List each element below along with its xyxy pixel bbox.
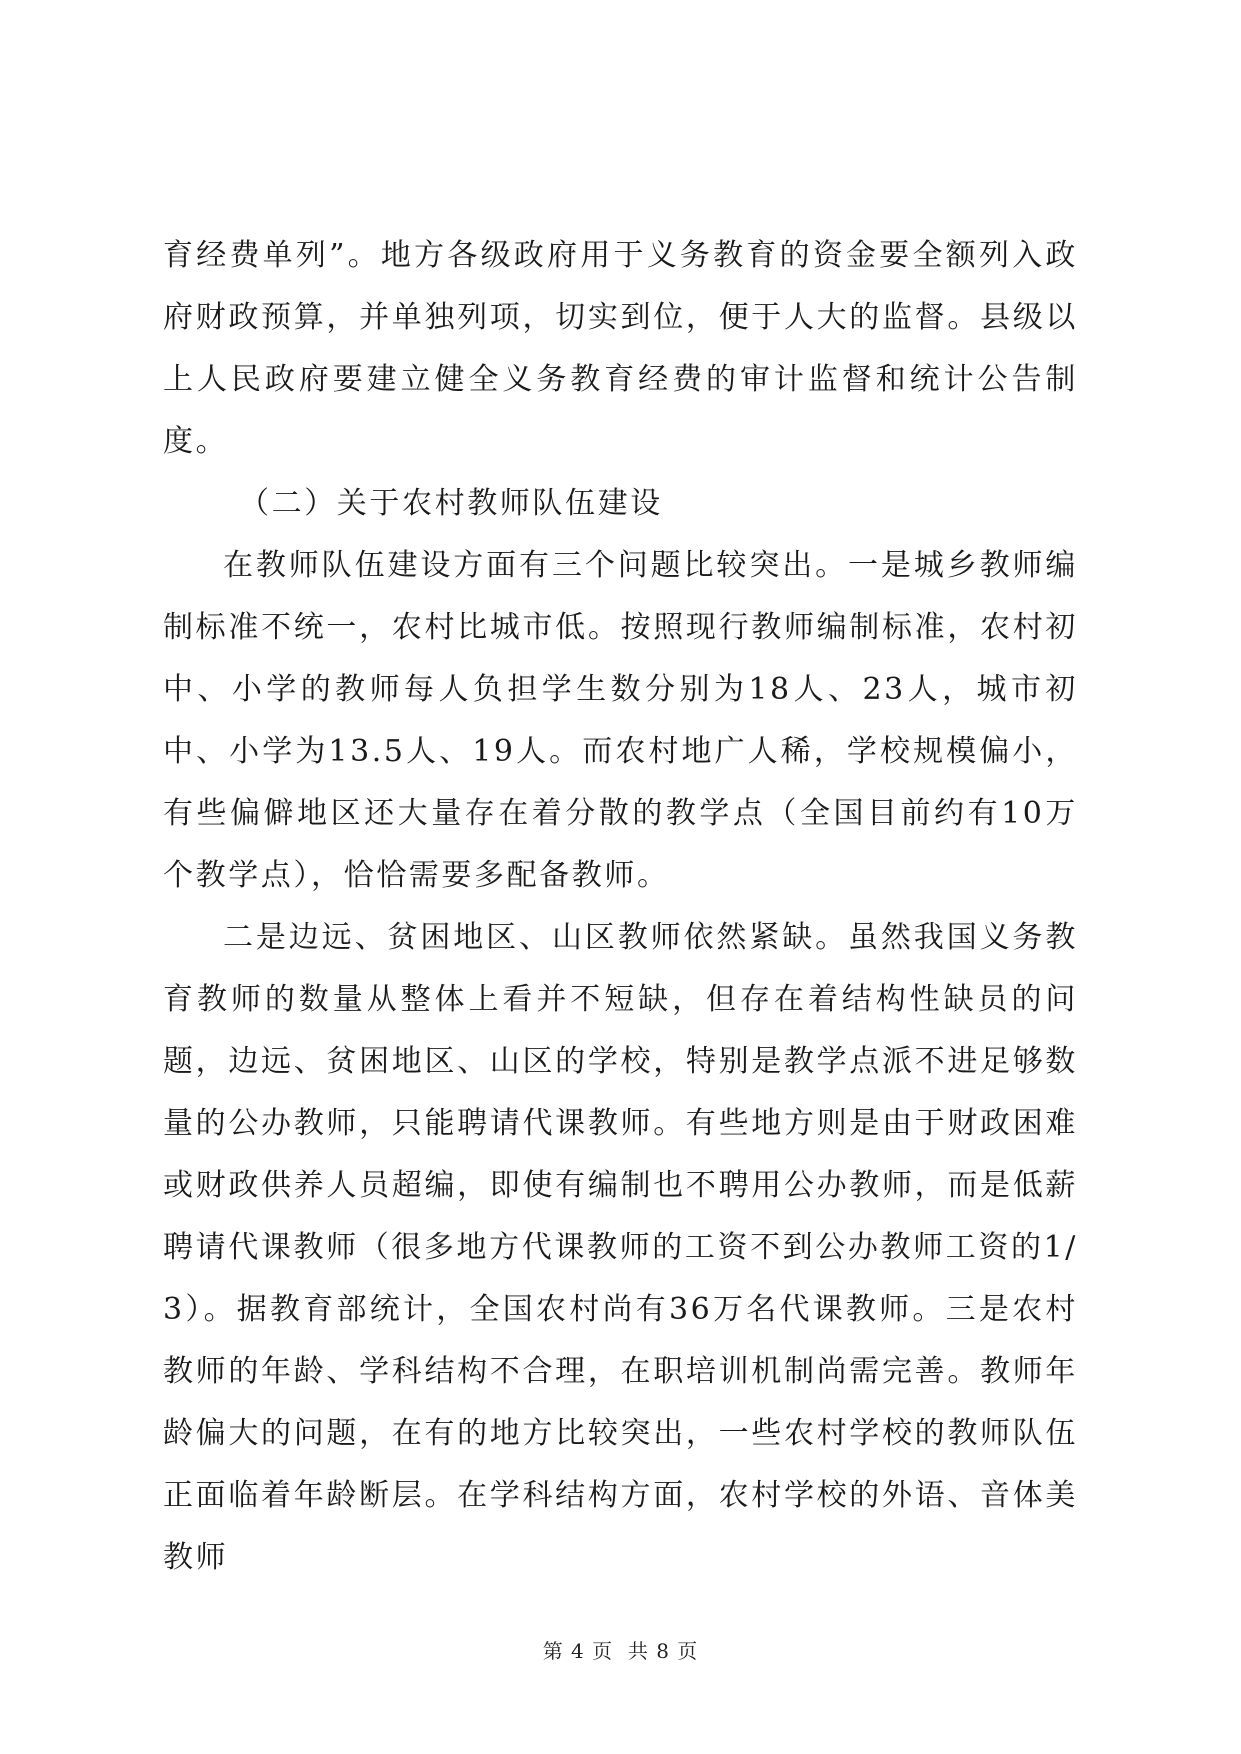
paragraph-issue-1: 在教师队伍建设方面有三个问题比较突出。一是城乡教师编制标准不统一，农村比城市低。按照现行教师编制标准，农村初中、小学的教师每人负担学生数分别为18人、23人，城市初中、小学为13.5人、19人。而农村地广人稀，学校规模偏小，有些偏僻地区还大量存在着分散的教学点（全国目前约有10万个教学点），恰恰需要多配备教师。 (163, 548, 1078, 893)
document-body (163, 225, 1078, 1589)
section-heading: （二）关于农村教师队伍建设 (239, 486, 663, 521)
page-number-label: 第 4 页 共 8 页 (542, 1639, 699, 1663)
paragraph-continuation: 育经费单列”。地方各级政府用于义务教育的资金要全额列入政府财政预算，并单独列项，切实到位，便于人大的监督。县级以上人民政府要建立健全义务教育经费的审计监督和统计公告制度。 (163, 238, 1078, 459)
paragraph-issue-2: 二是边远、贫困地区、山区教师依然紧缺。虽然我国义务教育教师的数量从整体上看并不短缺，但存在着结构性缺员的问题，边远、贫困地区、山区的学校，特别是教学点派不进足够数量的公办教师，只能聘请代课教师。有些地方则是由于财政困难或财政供养人员超编，即使有编制也不聘用公办教师，而是低薪聘请代课教师（很多地方代课教师的工资不到公办教师工资的1/3）。据教育部统计，全国农村尚有36万名代课教师。三是农村教师的年龄、学科结构不合理，在职培训机制尚需完善。教师年龄偏大的问题，在有的地方比较突出，一些农村学校的教师队伍正面临着年龄断层。在学科结构方面，农村学校的外语、音体美教师 (163, 920, 1078, 1575)
page-footer (0, 1635, 1241, 1664)
